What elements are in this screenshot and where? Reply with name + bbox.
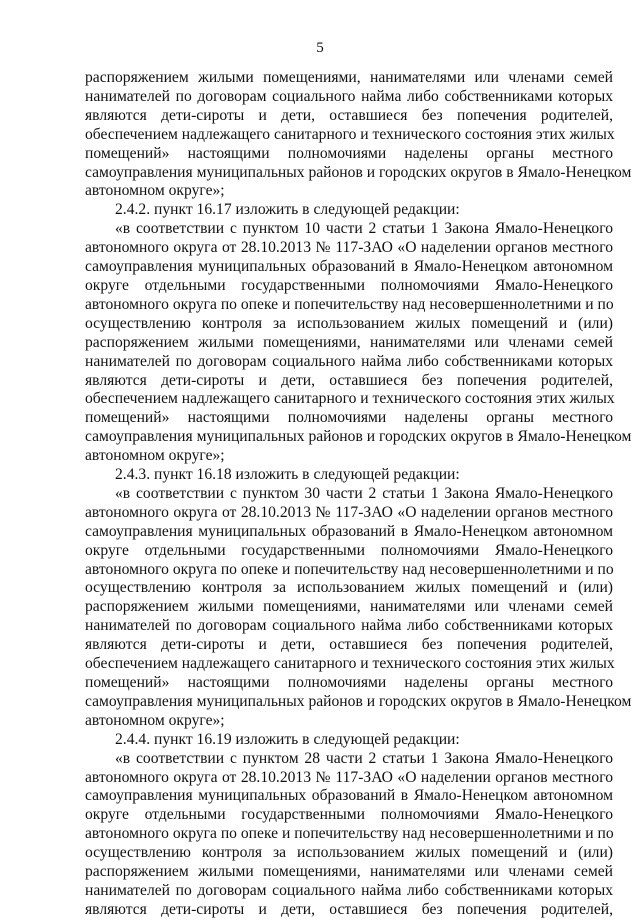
text-line: самоуправления муниципальных образований в Ямало-Ненецком автономном [85,787,613,805]
text-line: нанимателей по договорам социального найма либо собственниками которых [85,352,613,370]
text-line: автономном округе»; [85,447,225,465]
text-line: обеспечением надлежащего санитарного и технического состояния этих жилых [85,390,615,408]
text-line: округе отдельными государственными полномочиями Ямало-Ненецкого [85,806,613,824]
text-line: самоуправления муниципальных районов и городских округов в Ямало-Ненецком [85,428,632,446]
text-line: являются дети-сироты и дети, оставшиеся без попечения родителей, [85,900,613,918]
text-line: 2.4.3. пункт 16.18 изложить в следующей редакции: [115,466,460,484]
text-line: автономного округа по опеке и попечительству над несовершеннолетними и по [85,825,614,843]
text-line: нанимателей по договорам социального найма либо собственниками которых [85,87,613,105]
text-line: автономного округа по опеке и попечительству над несовершеннолетними и по [85,560,614,578]
text-line: самоуправления муниципальных районов и городских округов в Ямало-Ненецком [85,692,632,710]
document-body [85,69,632,920]
text-line: 2.4.4. пункт 16.19 изложить в следующей редакции: [115,730,460,748]
page-number: 5 [316,40,324,56]
text-line: осуществлению контроля за использованием жилых помещений и (или) [85,314,613,332]
text-line: самоуправления муниципальных образований в Ямало-Ненецком автономном [85,258,613,276]
text-line: помещений» настоящими полномочиями наделены органы местного [85,409,613,427]
text-line: обеспечением надлежащего санитарного и технического состояния этих жилых [85,655,615,673]
text-line: «в соответствии с пунктом 28 части 2 статьи 1 Закона Ямало-Ненецкого [115,749,613,767]
text-line: «в соответствии с пунктом 30 части 2 статьи 1 Закона Ямало-Ненецкого [115,484,613,502]
text-line: являются дети-сироты и дети, оставшиеся без попечения родителей, [85,636,613,654]
text-line: автономном округе»; [85,182,225,200]
text-line: автономного округа от 28.10.2013 № 117-ЗАО «О наделении органов местного [85,768,613,786]
text-line: распоряжением жилыми помещениями, нанимателями или членами семей [85,863,613,881]
text-line: распоряжением жилыми помещениями, нанимателями или членами семей [85,333,613,351]
text-line: осуществлению контроля за использованием жилых помещений и (или) [85,579,613,597]
text-line: самоуправления муниципальных образований в Ямало-Ненецком автономном [85,522,613,540]
text-line: округе отдельными государственными полномочиями Ямало-Ненецкого [85,541,613,559]
text-line: помещений» настоящими полномочиями наделены органы местного [85,674,613,691]
text-line: осуществлению контроля за использованием жилых помещений и (или) [85,844,613,862]
text-line: округе отдельными государственными полномочиями Ямало-Ненецкого [85,276,613,294]
text-line: «в соответствии с пунктом 10 части 2 статьи 1 Закона Ямало-Ненецкого [115,220,613,238]
text-line: автономного округа от 28.10.2013 № 117-ЗАО «О наделении органов местного [85,239,613,257]
text-line: являются дети-сироты и дети, оставшиеся без попечения родителей, [85,371,613,389]
text-line: 2.4.2. пункт 16.17 изложить в следующей редакции: [115,201,460,219]
text-line: распоряжением жилыми помещениями, нанимателями или членами семей [85,598,613,616]
text-line: автономного округа по опеке и попечительству над несовершеннолетними и по [85,295,614,313]
text-line: нанимателей по договорам социального найма либо собственниками которых [85,617,613,635]
text-line: самоуправления муниципальных районов и городских округов в Ямало-Ненецком [85,163,632,181]
text-line: являются дети-сироты и дети, оставшиеся без попечения родителей, [85,106,613,124]
text-line: помещений» настоящими полномочиями наделены органы местного [85,144,613,162]
text-line: автономного округа от 28.10.2013 № 117-ЗАО «О наделении органов местного [85,503,613,521]
text-line: обеспечением надлежащего санитарного и технического состояния этих жилых [85,125,615,143]
text-line: автономном округе»; [85,711,225,729]
text-line: нанимателей по договорам социального найма либо собственниками которых [85,881,613,899]
text-line: распоряжением жилыми помещениями, нанимателями или членами семей [85,69,613,86]
